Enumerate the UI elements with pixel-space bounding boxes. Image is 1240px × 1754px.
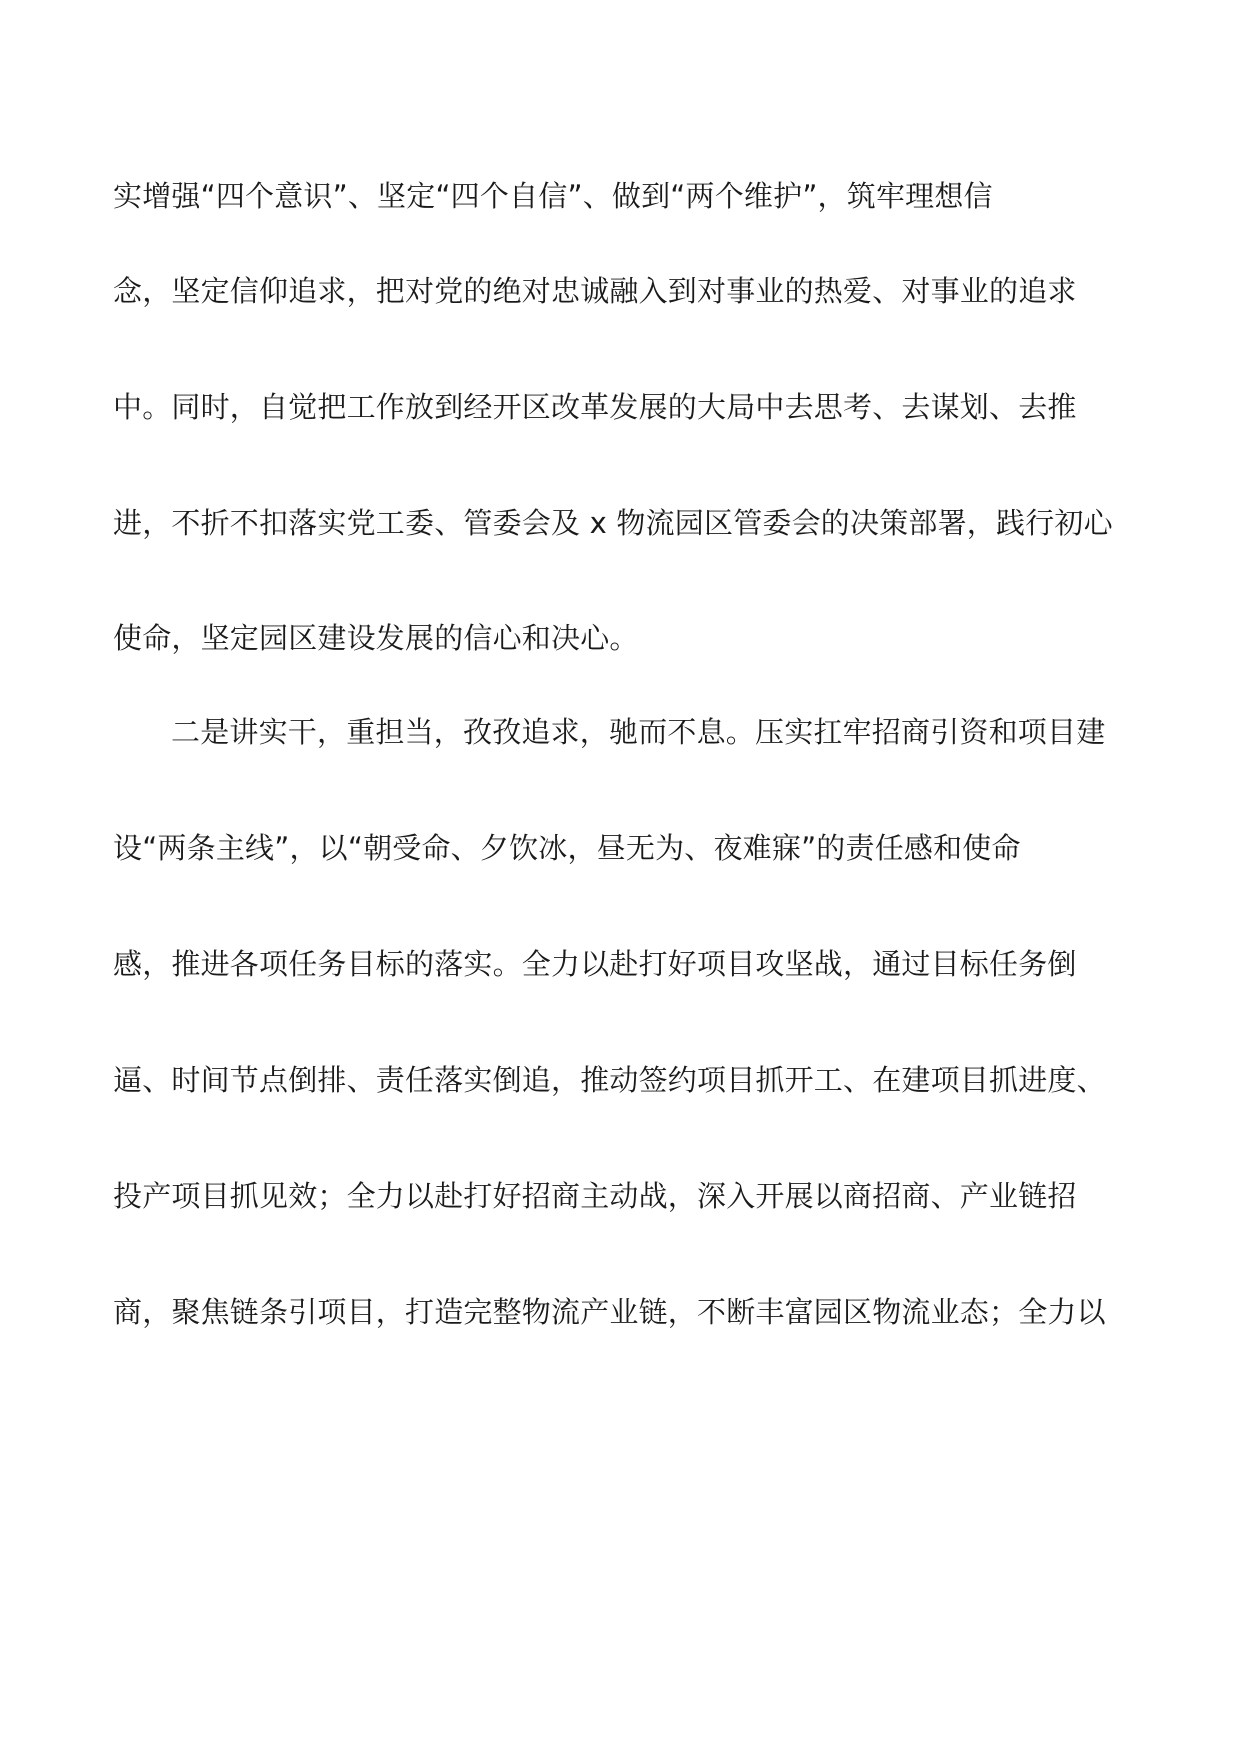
text-line-3: 中。同时，自觉把工作放到经开区改革发展的大局中去思考、去谋划、去推 — [113, 390, 1077, 424]
text-line-11: 商，聚焦链条引项目，打造完整物流产业链，不断丰富园区物流业态；全力以 — [113, 1295, 1106, 1329]
text-line-2: 念，坚定信仰追求，把对党的绝对忠诚融入到对事业的热爱、对事业的追求 — [113, 274, 1077, 308]
text-line-1: 实增强“四个意识”、坚定“四个自信”、做到“两个维护”，筑牢理想信 — [113, 179, 993, 213]
text-line-9: 逼、时间节点倒排、责任落实倒追，推动签约项目抓开工、在建项目抓进度、 — [113, 1063, 1106, 1097]
paragraph-2-first-line: 二是讲实干，重担当，孜孜追求，驰而不息。压实扛牢招商引资和项目建 — [171, 715, 1106, 749]
text-line-4: 进，不折不扣落实党工委、管委会及 x 物流园区管委会的决策部署，践行初心 — [113, 506, 1113, 540]
text-line-5: 使命，坚定园区建设发展的信心和决心。 — [113, 621, 639, 655]
text-line-10: 投产项目抓见效；全力以赴打好招商主动战，深入开展以商招商、产业链招 — [113, 1179, 1077, 1213]
text-line-8: 感，推进各项任务目标的落实。全力以赴打好项目攻坚战，通过目标任务倒 — [113, 947, 1077, 981]
text-line-7: 设“两条主线”，以“朝受命、夕饮冰，昼无为、夜难寐”的责任感和使命 — [113, 831, 1021, 865]
